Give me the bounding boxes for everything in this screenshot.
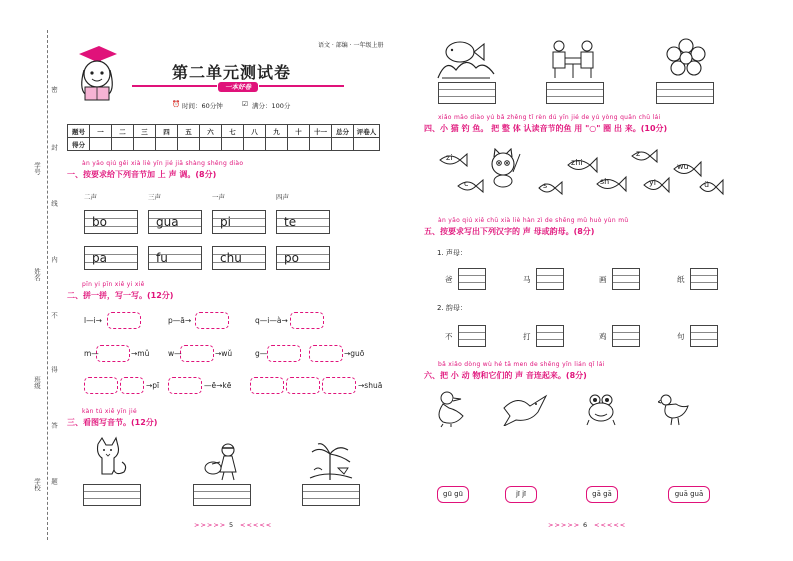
- q6-pinyin: bǎ xiǎo dòng wù hé tā men de shēng yīn lián qǐ lái: [438, 361, 605, 368]
- fish-syllable: ü: [704, 180, 710, 189]
- q3-pinyin: kàn tú xiě yīn jié: [82, 408, 137, 415]
- score-input-cell[interactable]: [222, 138, 244, 151]
- q5-answer-box[interactable]: [458, 268, 486, 290]
- q1-tone-label: 二声: [84, 193, 97, 201]
- score-cell: 七: [222, 125, 244, 138]
- fish-option[interactable]: [630, 148, 658, 166]
- q2-sequence: →wǔ: [215, 349, 233, 358]
- q1-syllable-box[interactable]: [148, 210, 202, 234]
- seal-char: 封: [50, 144, 58, 151]
- q3-answer-box[interactable]: [193, 484, 251, 506]
- q2-sequence: →pī: [146, 381, 160, 390]
- person-with-pot-picture: [202, 442, 246, 482]
- cat-fishing-picture: [485, 148, 521, 188]
- q1-pinyin: àn yāo qiú gěi xià liè yīn jié jiā shàng shēng diào: [82, 160, 244, 167]
- q5-char: 打: [523, 332, 531, 341]
- fish-bowl-picture: [436, 38, 496, 80]
- q5-pinyin: àn yāo qiú xiě chū xià liè hàn zì de shēng mǔ huò yùn mǔ: [438, 217, 629, 224]
- score-input-cell[interactable]: [332, 138, 354, 151]
- q5-char: 马: [523, 275, 531, 284]
- checkmark-icon: ☑: [242, 100, 248, 108]
- full-score: 满分：100分: [252, 102, 291, 110]
- score-cell: 四: [156, 125, 178, 138]
- q1-tone-label: 一声: [212, 193, 225, 201]
- score-cell: 八: [244, 125, 266, 138]
- q5-answer-box[interactable]: [536, 268, 564, 290]
- bird-picture: [500, 392, 548, 426]
- q5-char: 句: [677, 332, 685, 341]
- page-arrows-left-r: >>>>>: [548, 521, 581, 529]
- score-cell: 一: [90, 125, 112, 138]
- q1-syllable: pi: [220, 215, 231, 229]
- q2-answer-oval[interactable]: [96, 345, 130, 362]
- q2-answer-oval[interactable]: [195, 312, 229, 329]
- score-cell: 十一: [310, 125, 332, 138]
- q1-syllable: po: [284, 251, 299, 265]
- score-cell: 六: [200, 125, 222, 138]
- margin-label-school: 学校: [33, 478, 41, 491]
- q6-title: 六、把 小 动 物和它们的 声 音连起来。(8分): [424, 371, 587, 380]
- seal-char: 答: [50, 422, 58, 429]
- page-arrows-left: >>>>>: [194, 521, 227, 529]
- q4-pinyin: xiǎo māo diào yú bǎ zhěng tǐ rèn dú yīn jié de yú yòng quān chū lái: [438, 114, 661, 121]
- q2-pinyin: pīn yi pīn xiě yi xiě: [82, 281, 145, 288]
- picture-answer-box[interactable]: [438, 82, 496, 104]
- fish-syllable: zhi: [571, 158, 583, 167]
- score-input-cell[interactable]: [354, 138, 380, 151]
- fish-option[interactable]: [595, 175, 627, 195]
- q5-char: 画: [599, 275, 607, 284]
- page-arrows-right: <<<<<: [240, 521, 273, 529]
- q2-answer-oval[interactable]: [309, 345, 343, 362]
- fish-option[interactable]: [438, 152, 468, 170]
- q1-syllable: chu: [220, 251, 242, 265]
- q1-syllable-box[interactable]: [84, 246, 138, 270]
- score-input-cell[interactable]: [288, 138, 310, 151]
- q1-syllable: te: [284, 215, 297, 229]
- q2-title: 二、拼一拼，写一写。(12分): [67, 291, 174, 300]
- fish-syllable: sh: [600, 177, 610, 186]
- q6-sound-option[interactable]: gū gū: [437, 486, 469, 503]
- q3-answer-box[interactable]: [302, 484, 360, 506]
- seal-char: 线: [50, 200, 58, 207]
- page-number-left: 5: [229, 521, 235, 529]
- score-table: [67, 124, 380, 151]
- q1-syllable-box[interactable]: [212, 210, 266, 234]
- margin-label-name: 姓名: [33, 268, 41, 281]
- seal-char: 得: [50, 366, 58, 373]
- page-number-right: 6: [583, 521, 589, 529]
- q1-tone-label: 三声: [148, 193, 161, 201]
- q2-sequence: p—ā→: [168, 316, 192, 325]
- fish-syllable: yi: [649, 178, 656, 187]
- fish-syllable: z: [636, 149, 641, 158]
- q5-answer-box[interactable]: [612, 325, 640, 347]
- score-input-cell[interactable]: [310, 138, 332, 151]
- header-subject: 语文 · 部编 · 一年级上册: [318, 42, 384, 49]
- q2-sequence: →guō: [344, 349, 365, 358]
- score-input-cell[interactable]: [90, 138, 112, 151]
- margin-label-class: 班级: [33, 376, 41, 389]
- q6-sound-option[interactable]: jī jī: [505, 486, 537, 503]
- q2-answer-oval[interactable]: [180, 345, 214, 362]
- fish-syllable: c: [464, 179, 469, 188]
- score-cell: 题号: [68, 125, 90, 138]
- q2-answer-oval[interactable]: [290, 312, 324, 329]
- brand-badge: 一本好卷: [218, 82, 258, 92]
- page-title: 第二单元测试卷: [172, 63, 292, 82]
- title-underline-right: [259, 85, 344, 87]
- clock-icon: ⏰: [172, 100, 181, 108]
- q2-sequence: g—: [255, 349, 268, 358]
- q5-answer-box[interactable]: [690, 268, 718, 290]
- q6-sound-option[interactable]: guā guā: [668, 486, 710, 503]
- q5-answer-box[interactable]: [458, 325, 486, 347]
- q5-char: 鸡: [599, 332, 607, 341]
- q5-title: 五、按要求写出下列汉字的 声 母或韵母。(8分): [424, 227, 595, 236]
- q2-answer-oval[interactable]: [84, 377, 118, 394]
- score-input-cell[interactable]: [134, 138, 156, 151]
- q2-sequence: m—: [84, 349, 99, 358]
- score-input-cell[interactable]: [178, 138, 200, 151]
- score-cell: 总分: [332, 125, 354, 138]
- q2-answer-oval[interactable]: [286, 377, 320, 394]
- score-cell: 三: [134, 125, 156, 138]
- q5-part2-label: 2. 韵母：: [437, 304, 467, 312]
- seal-char: 题: [50, 478, 58, 485]
- time-limit: 时间：60分钟: [182, 102, 223, 110]
- q5-part1-label: 1. 声母：: [437, 249, 467, 257]
- q1-tone-label: 四声: [276, 193, 289, 201]
- fish-option[interactable]: [456, 178, 484, 196]
- q1-syllable: fu: [156, 251, 168, 265]
- score-cell: 五: [178, 125, 200, 138]
- fish-syllable: wu: [677, 162, 689, 171]
- picture-answer-box[interactable]: [546, 82, 604, 104]
- q2-answer-oval[interactable]: [250, 377, 284, 394]
- duck-picture: [433, 390, 469, 428]
- score-table-score-row: [68, 138, 380, 151]
- fish-option[interactable]: [698, 178, 724, 198]
- q2-answer-oval[interactable]: [107, 312, 141, 329]
- q6-sound-option[interactable]: gā gā: [586, 486, 618, 503]
- q2-sequence: —ē→kē: [204, 381, 232, 390]
- q1-syllable: bo: [92, 215, 107, 229]
- q2-answer-oval[interactable]: [168, 377, 202, 394]
- q2-sequence: →mǔ: [131, 349, 150, 358]
- page-arrows-right-r: <<<<<: [594, 521, 627, 529]
- q1-syllable-box[interactable]: [148, 246, 202, 270]
- q5-char: 不: [445, 332, 453, 341]
- fish-option[interactable]: [642, 176, 670, 196]
- q5-answer-box[interactable]: [612, 268, 640, 290]
- q2-answer-oval[interactable]: [322, 377, 356, 394]
- q3-title: 三、看图写音节。(12分): [67, 418, 158, 427]
- cartoon-girl-illustration: [65, 44, 127, 102]
- flower-picture: [664, 38, 708, 80]
- q2-sequence: l—i→: [84, 316, 102, 325]
- margin-label-student-id: 学号: [33, 162, 41, 175]
- q5-answer-box[interactable]: [536, 325, 564, 347]
- q5-char: 爸: [445, 275, 453, 284]
- q2-sequence: w—: [168, 349, 182, 358]
- score-table-header-row: [68, 125, 380, 138]
- q1-syllable-box[interactable]: [276, 246, 330, 270]
- q3-answer-box[interactable]: [83, 484, 141, 506]
- fox-picture: [90, 436, 130, 480]
- title-underline-left: [132, 85, 217, 87]
- chess-players-picture: [545, 38, 601, 80]
- q1-syllable: gua: [156, 215, 179, 229]
- seal-char: 不: [50, 312, 58, 319]
- fish-syllable: zi: [446, 153, 453, 162]
- q2-sequence: q—i—à→: [255, 316, 288, 325]
- q2-answer-oval[interactable]: [120, 377, 144, 394]
- score-input-cell[interactable]: [266, 138, 288, 151]
- q1-syllable-box[interactable]: [84, 210, 138, 234]
- score-cell: 十: [288, 125, 310, 138]
- margin-cut-line: [47, 30, 48, 540]
- fish-option[interactable]: [537, 180, 563, 198]
- fish-option[interactable]: [566, 156, 598, 176]
- q2-answer-oval[interactable]: [267, 345, 301, 362]
- q1-syllable-box[interactable]: [212, 246, 266, 270]
- q2-sequence: →shuā: [358, 381, 383, 390]
- q1-title: 一、按要求给下列音节加 上 声 调。(8分): [67, 170, 217, 179]
- seal-char: 内: [50, 256, 58, 263]
- score-cell: 二: [112, 125, 134, 138]
- score-input-cell[interactable]: [156, 138, 178, 151]
- chicken-picture: [658, 392, 690, 426]
- beach-scene-picture: [308, 440, 354, 482]
- q5-char: 纸: [677, 275, 685, 284]
- fish-syllable: s: [543, 181, 548, 190]
- score-input-cell[interactable]: [112, 138, 134, 151]
- score-input-cell[interactable]: [244, 138, 266, 151]
- q1-syllable-box[interactable]: [276, 210, 330, 234]
- frog-picture: [585, 392, 617, 426]
- picture-answer-box[interactable]: [656, 82, 714, 104]
- score-cell: 九: [266, 125, 288, 138]
- fish-option[interactable]: [672, 160, 702, 180]
- q5-answer-box[interactable]: [690, 325, 718, 347]
- q4-title: 四、小 猫 钓 鱼。 把 整 体 认读音节的鱼 用 "○" 圈 出 来。(10分): [424, 124, 668, 133]
- score-row-label: 得分: [68, 138, 90, 151]
- score-input-cell[interactable]: [200, 138, 222, 151]
- score-cell: 评卷人: [354, 125, 380, 138]
- q1-syllable: pa: [92, 251, 107, 265]
- seal-char: 密: [50, 86, 58, 93]
